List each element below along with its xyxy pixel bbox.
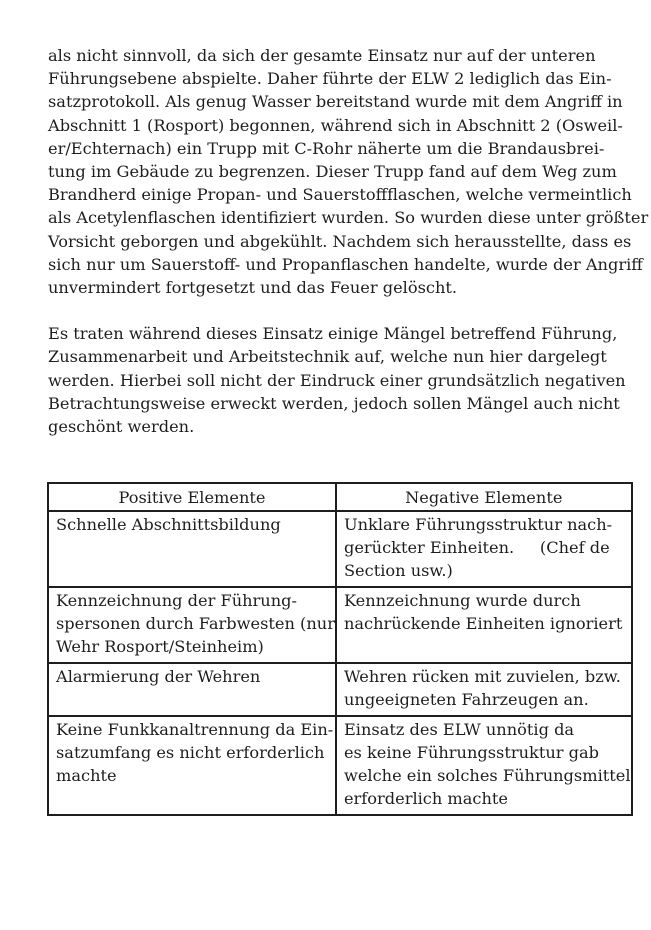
- positive-cell: [48, 716, 336, 815]
- cell-line: Wehren rücken mit zuvielen, bzw.: [343, 667, 621, 686]
- comparison-table: [47, 482, 633, 816]
- cell-line: ungeeigneten Fahrzeugen an.: [343, 690, 589, 709]
- text-line: Vorsicht geborgen und abgekühlt. Nachdem sich herausstellte, dass es: [48, 231, 632, 251]
- table-row: [48, 587, 632, 663]
- negative-cell: [336, 663, 632, 716]
- cell-line: Kennzeichnung wurde durch: [343, 591, 581, 610]
- text-line: er/Echternach) ein Trupp mit C-Rohr näherte um die Brandausbrei-: [48, 138, 605, 158]
- negative-cell: [336, 716, 632, 815]
- text-line: tung im Gebäude zu begrenzen. Dieser Trupp fand auf dem Weg zum: [48, 162, 617, 182]
- text-line: Brandherd einige Propan- und Sauerstoffflaschen, welche vermeintlich: [48, 185, 632, 205]
- cell-line: Keine Funkkanaltrennung da Ein-: [56, 720, 334, 739]
- cell-line: Einsatz des ELW unnötig da: [343, 720, 575, 739]
- text-line: geschönt werden.: [48, 417, 195, 437]
- cell-line: Alarmierung der Wehren: [56, 667, 261, 686]
- text-line: Es traten während dieses Einsatz einige Mängel betreffend Führung,: [48, 324, 618, 344]
- table-row: [48, 716, 632, 815]
- negative-cell: [336, 587, 632, 663]
- text-line: unvermindert fortgesetzt und das Feuer gelöscht.: [48, 278, 458, 298]
- table-row: [48, 511, 632, 587]
- paragraph-incident-description: [48, 44, 649, 299]
- cell-line: Kennzeichnung der Führung-: [56, 591, 297, 610]
- cell-line: machte: [56, 766, 117, 785]
- text-line: als Acetylenflaschen identifiziert wurden. So wurden diese unter größter: [48, 208, 649, 228]
- cell-line: es keine Führungsstruktur gab: [343, 743, 600, 762]
- cell-line: erforderlich machte: [343, 789, 509, 808]
- document-page: [48, 44, 649, 438]
- cell-line: spersonen durch Farbwesten (nur: [56, 614, 335, 633]
- text-line: als nicht sinnvoll, da sich der gesamte Einsatz nur auf der unteren: [48, 46, 596, 65]
- cell-line: Unklare Führungsstruktur nach-: [343, 515, 613, 534]
- text-line: satzprotokoll. Als genug Wasser bereitstand wurde mit dem Angriff in: [48, 92, 623, 112]
- text-line: Führungsebene abspielte. Daher führte der ELW 2 lediglich das Ein-: [48, 69, 612, 89]
- negative-cell: [336, 511, 632, 587]
- text-line: sich nur um Sauerstoff- und Propanflaschen handelte, wurde der Angriff: [48, 254, 643, 274]
- paragraph-deficiencies-intro: [48, 322, 626, 438]
- cell-line: gerückter Einheiten. (Chef de: [343, 538, 610, 557]
- positive-cell: [48, 587, 336, 663]
- cell-line: welche ein solches Führungsmittel: [343, 766, 631, 785]
- cell-line: satzumfang es nicht erforderlich: [56, 743, 325, 762]
- header-positive-elements: Positive Elemente: [48, 483, 336, 511]
- header-negative-elements: Negative Elemente: [336, 483, 632, 511]
- table-header-row: [48, 483, 632, 511]
- text-line: Zusammenarbeit und Arbeitstechnik auf, welche nun hier dargelegt: [48, 347, 607, 367]
- text-line: Abschnitt 1 (Rosport) begonnen, während sich in Abschnitt 2 (Osweil-: [48, 115, 623, 135]
- positive-cell: [48, 511, 336, 587]
- text-line: werden. Hierbei soll nicht der Eindruck einer grundsätzlich negativen: [48, 370, 626, 390]
- cell-line: Schnelle Abschnittsbildung: [56, 515, 281, 534]
- text-line: Betrachtungsweise erweckt werden, jedoch sollen Mängel auch nicht: [48, 393, 620, 413]
- table-row: [48, 663, 632, 716]
- cell-line: Wehr Rosport/Steinheim): [56, 637, 264, 656]
- positive-cell: [48, 663, 336, 716]
- cell-line: Section usw.): [343, 561, 453, 580]
- cell-line: nachrückende Einheiten ignoriert: [343, 614, 623, 633]
